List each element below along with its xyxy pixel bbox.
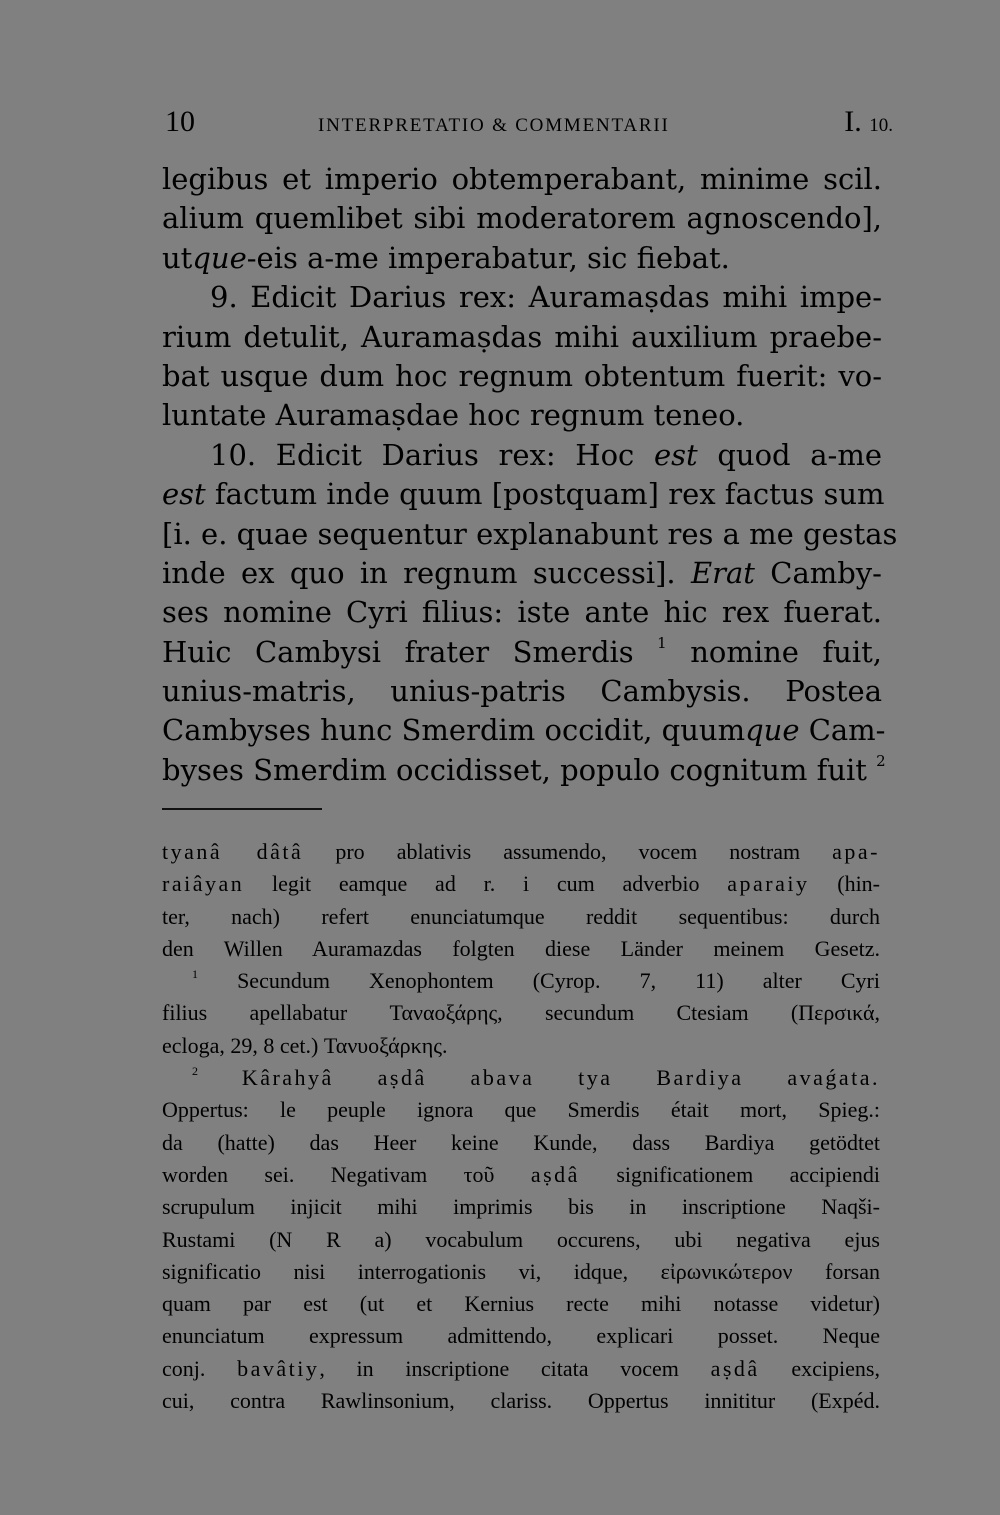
note-line: Oppertus: le peuple ignora que Smerdis était mort, Spieg.:: [162, 1097, 880, 1123]
footnote-rule: [162, 808, 322, 810]
main-text: [162, 160, 898, 790]
text-line: Cambyses hunc Smerdim occidit, quumque Cam-: [162, 713, 886, 748]
text-line: utque-eis a-me imperabatur, sic fiebat.: [162, 240, 730, 275]
text-line: 9. Edicit Darius rex: Auramaṣdas mihi impe-: [210, 280, 882, 315]
note-line: $^1$ Secundum Xenophontem (Cyrop. 7, 11) alter Cyri: [192, 967, 880, 994]
text-line: rium detulit, Auramaṣdas mihi auxilium praebe-: [162, 319, 882, 354]
text-line: byses Smerdim occidisset, populo cognitum fuit $^2$: [162, 751, 886, 787]
text-line: alium quemlibet sibi moderatorem agnoscendo],: [162, 201, 882, 236]
note-line: conj. bavâtiy, in inscriptione citata vocem aṣdâ excipiens,: [162, 1355, 880, 1381]
text-line: 10. Edicit Darius rex: Hoc est quod a-me: [210, 437, 882, 472]
text-line: unius-matris, unius-patris Cambysis. Postea: [162, 674, 882, 709]
page-number: 10: [165, 105, 195, 138]
text-line: est factum inde quum [postquam] rex factus sum: [162, 477, 885, 512]
note-line: raiâyan legit eamque ad r. i cum adverbio aparaiy (hin-: [162, 871, 881, 897]
note-line: quam par est (ut et Kernius recte mihi notasse videtur): [162, 1291, 880, 1317]
section-reference: I. 10.: [844, 105, 893, 138]
note-line: tyanâ dâtâ pro ablativis assumendo, vocem nostram apa-: [162, 839, 880, 864]
footnote-number: 1: [192, 967, 198, 982]
text-line: legibus et imperio obtemperabant, minime scil.: [162, 162, 882, 196]
text-line: luntate Auramaṣdae hoc regnum teneo.: [162, 398, 745, 433]
note-line: cui, contra Rawlinsonium, clariss. Oppertus innititur (Expéd.: [162, 1388, 880, 1414]
footnotes: [162, 836, 880, 1417]
text-line: Huic Cambysi frater Smerdis $^1$ nomine fuit,: [162, 633, 882, 669]
note-line: scrupulum injicit mihi imprimis bis in inscriptione Naqši-: [162, 1194, 880, 1220]
text-line: ses nomine Cyri filius: iste ante hic rex fuerat.: [162, 595, 882, 630]
text-line: bat usque dum hoc regnum obtentum fuerit: vo-: [162, 358, 882, 393]
note-line: significatio nisi interrogationis vi, idque, εἰρωνικώτερον forsan: [162, 1258, 880, 1284]
note-line: filius apellabatur Ταναοξάρης, secundum Ctesiam (Περσικά,: [162, 1000, 880, 1026]
note-line: Rustami (N R a) vocabulum occurens, ubi negativa ejus: [162, 1226, 880, 1252]
page-header: [165, 105, 893, 145]
footnote-marker: 2: [876, 751, 886, 770]
running-title: INTERPRETATIO & COMMENTARII: [318, 115, 670, 136]
note-line: den Willen Auramazdas folgten diese Länder meinem Gesetz.: [162, 935, 880, 961]
text-line: [i. e. quae sequentur explanabunt res a me gestas: [162, 516, 898, 551]
note-line: worden sei. Negativam τοῦ aṣdâ significationem accipiendi: [162, 1161, 880, 1187]
note-line: $^2$ Kârahyâ aṣdâ abava tya Bardiya avaǵata.: [192, 1064, 880, 1091]
footnote-marker: 1: [657, 633, 667, 652]
note-line: enunciatum expressum admittendo, explicari posset. Neque: [162, 1323, 880, 1349]
note-line: ter, nach) refert enunciatumque reddit sequentibus: durch: [162, 903, 880, 929]
note-line: ecloga, 29, 8 cet.) Τανυοξάρκης.: [162, 1032, 448, 1058]
footnote-number: 2: [192, 1064, 198, 1079]
text-line: inde ex quo in regnum successi]. Erat Camby-: [162, 555, 882, 590]
note-line: da (hatte) das Heer keine Kunde, dass Bardiya getödtet: [162, 1129, 880, 1155]
